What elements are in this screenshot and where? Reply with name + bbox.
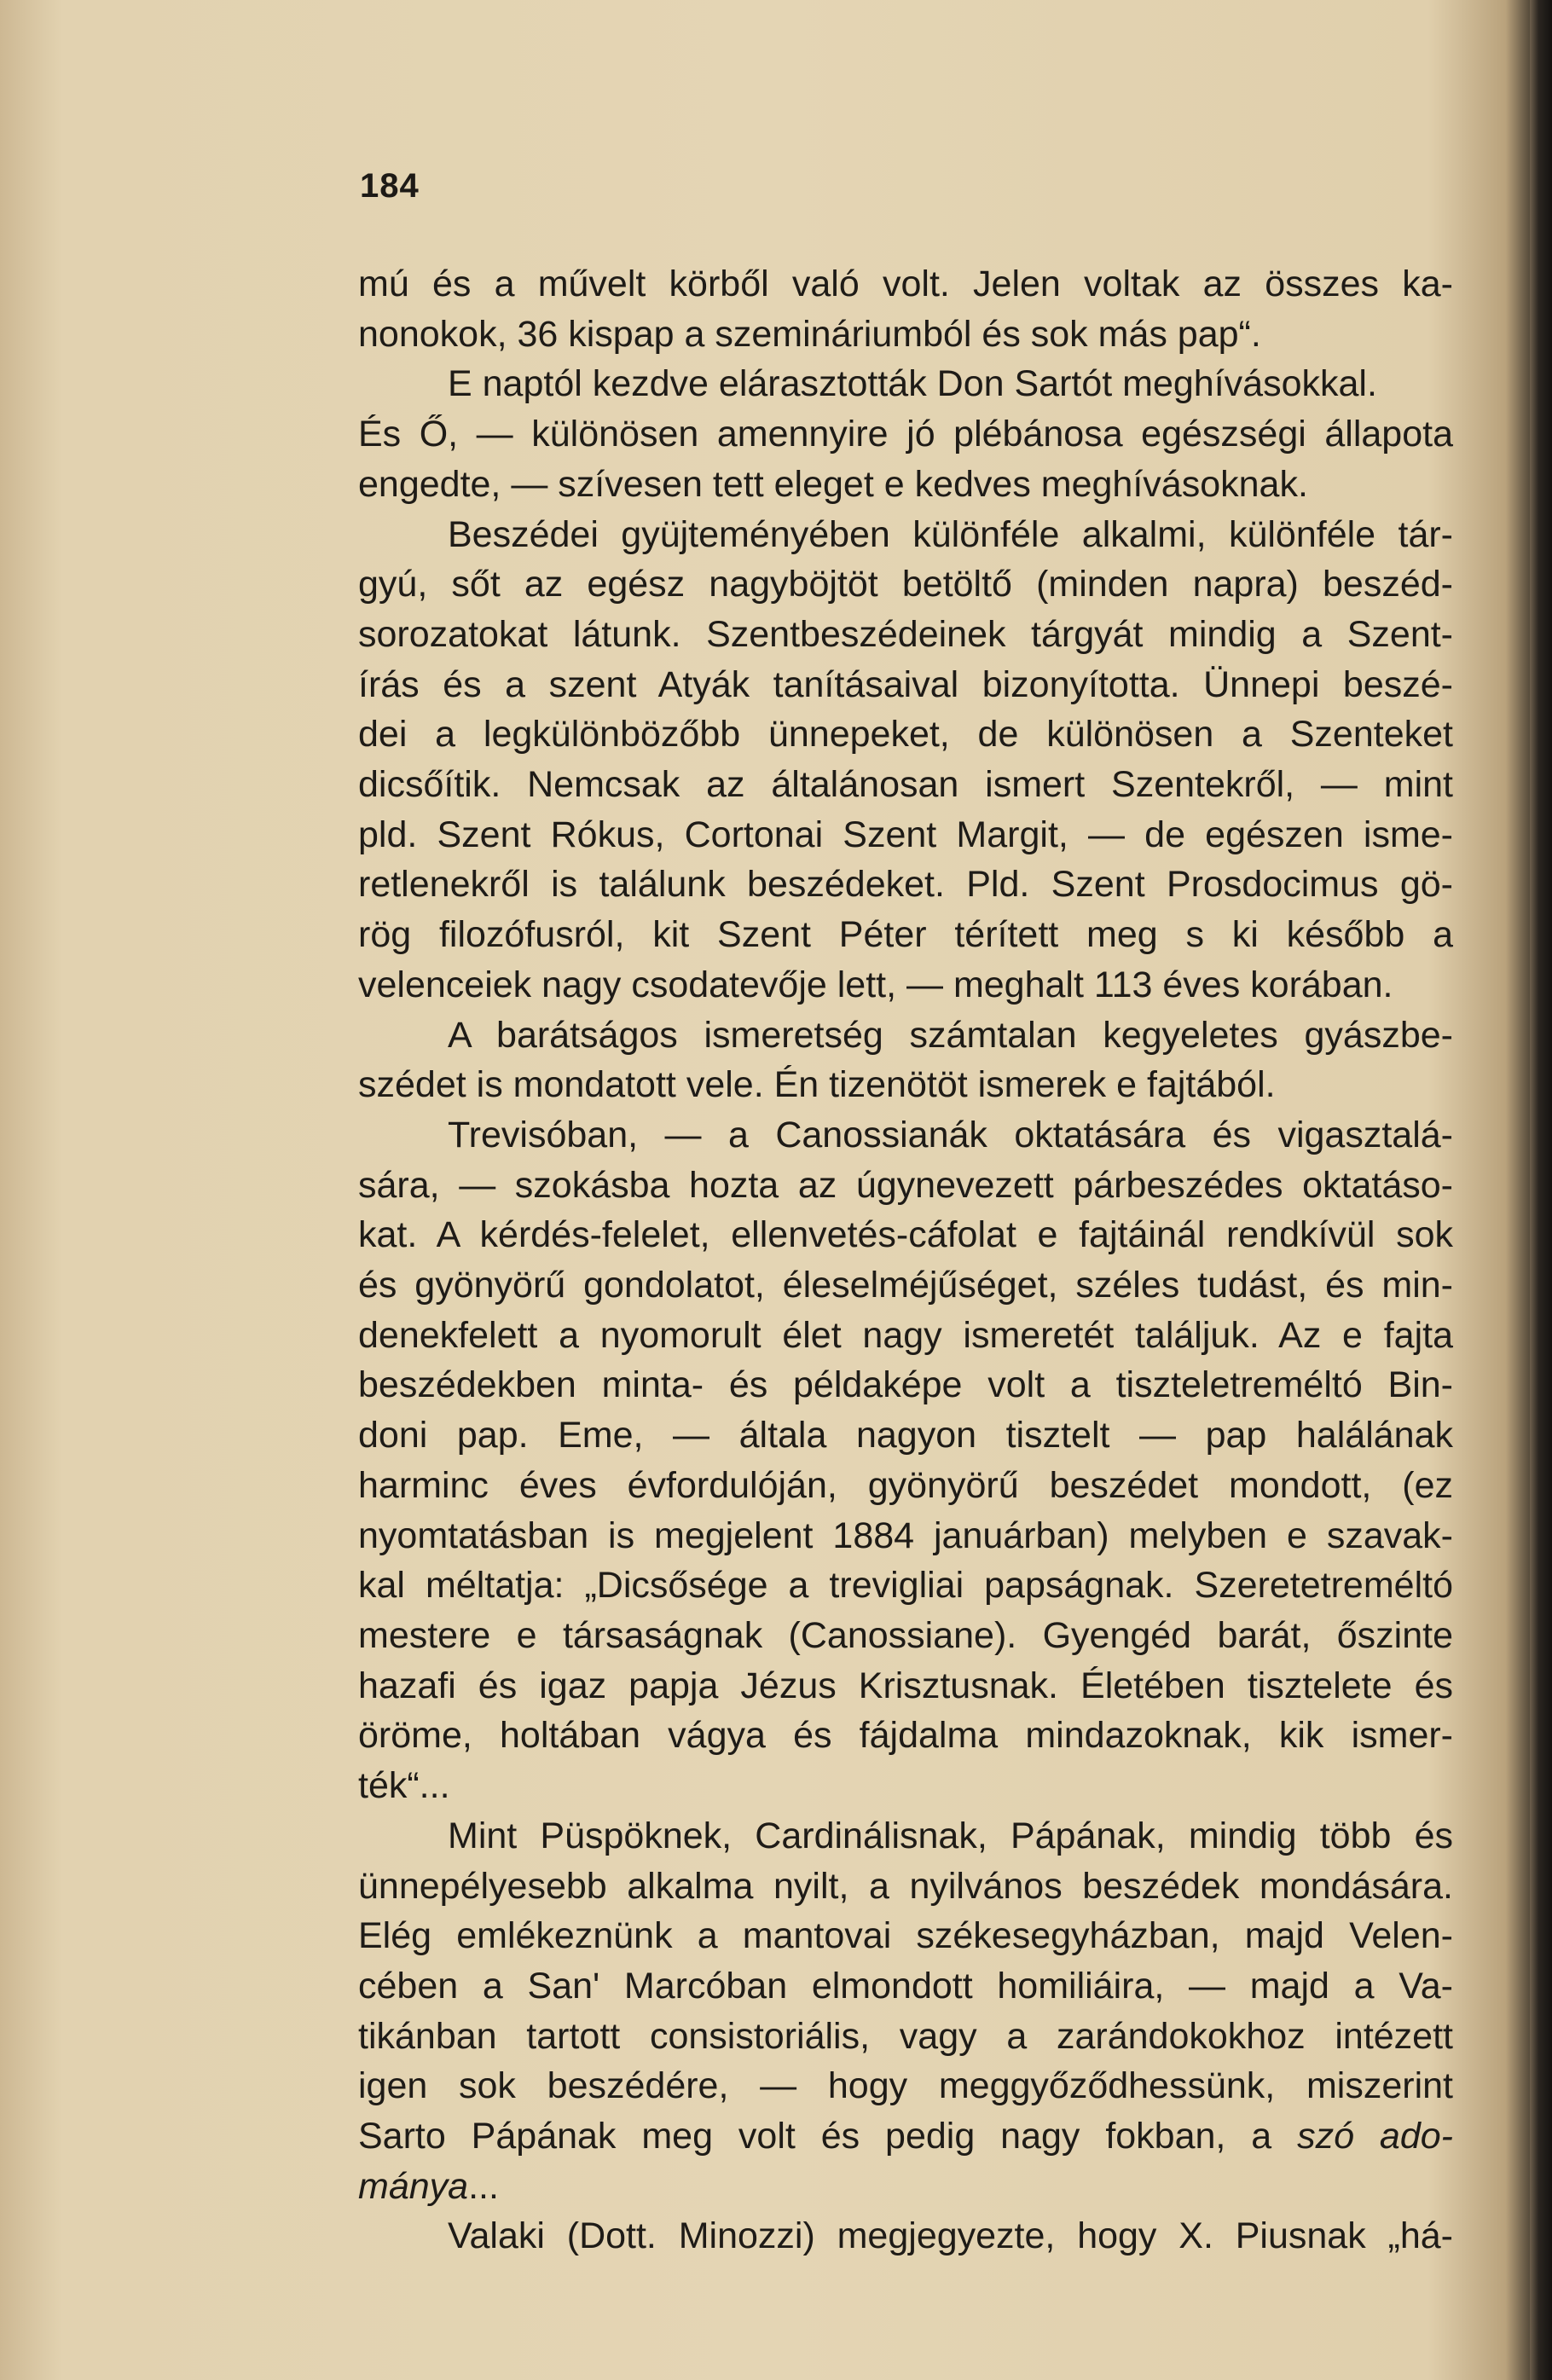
text-line: igen sok beszédére, — hogy meggyőződhessünk, miszerint: [358, 2065, 1453, 2107]
text-line: sorozatokat látunk. Szentbeszédeinek tárgyát mindig a Szent-: [358, 613, 1453, 655]
text-line: tikánban tartott consistoriális, vagy a zarándokokhoz intézett: [358, 2015, 1453, 2057]
text-line: kat. A kérdés-felelet, ellenvetés-cáfolat e fajtáinál rendkívül sok: [358, 1214, 1453, 1256]
paragraph: [358, 510, 1453, 1010]
text-line: dicsőítik. Nemcsak az általánosan ismert Szentekről, — mint: [358, 764, 1453, 806]
text-line: írás és a szent Atyák tanításaival bizonyította. Ünnepi beszé-: [358, 663, 1453, 705]
text-line: harminc éves évfordulóján, gyönyörű beszédet mondott, (ez: [358, 1464, 1453, 1506]
text-line: Trevisóban, — a Canossianák oktatására és vigasztalá-: [448, 1114, 1453, 1155]
paragraph: [358, 1811, 1453, 2212]
paragraph: [358, 2211, 1453, 2261]
text-line: és gyönyörű gondolatot, éleselméjűséget, széles tudást, és min-: [358, 1265, 1453, 1306]
text-line: denekfelett a nyomorult élet nagy ismeretét találjuk. Az e fajta: [358, 1314, 1453, 1356]
text-segment: ...: [468, 2165, 499, 2207]
paragraph: [358, 359, 1453, 509]
paragraph: [358, 1110, 1453, 1811]
text-line: Valaki (Dott. Minozzi) megjegyezte, hogy X. Piusnak „há-: [448, 2215, 1453, 2257]
text-line: ték“...: [358, 1765, 450, 1807]
text-line: engedte, — szívesen tett eleget e kedves meghívásoknak.: [358, 463, 1308, 505]
text-line: doni pap. Eme, — általa nagyon tisztelt — pap halálának: [358, 1415, 1453, 1456]
text-line: [358, 2111, 1453, 2162]
page-edge-shadow: [1530, 0, 1552, 2380]
body-text: [358, 259, 1453, 2261]
text-line: sára, — szokásba hozta az úgynevezett párbeszédes oktatáso-: [358, 1164, 1453, 1206]
text-line: ünnepélyesebb alkalma nyilt, a nyilvános beszédek mondására.: [358, 1865, 1453, 1907]
text-line: mestere e társaságnak (Canossiane). Gyengéd barát, őszinte: [358, 1614, 1453, 1656]
text-line: És Ő, — különösen amennyire jó plébánosa egészségi állapota: [358, 414, 1453, 455]
text-line: A barátságos ismeretség számtalan kegyeletes gyászbe-: [448, 1014, 1453, 1056]
text-line: retlenekről is találunk beszédeket. Pld. Szent Prosdocimus gö-: [358, 864, 1453, 906]
text-segment: Sarto Pápának meg volt és pedig nagy fokban, a: [358, 2116, 1298, 2157]
text-line: dei a legkülönbözőbb ünnepeket, de különösen a Szenteket: [358, 714, 1453, 756]
text-line: velenceiek nagy csodatevője lett, — meghalt 113 éves korában.: [358, 964, 1393, 1005]
paragraph: [358, 259, 1453, 359]
text-line: gyú, sőt az egész nagyböjtöt betöltő (minden napra) beszéd-: [358, 564, 1453, 605]
text-line: Beszédei gyüjteményében különféle alkalmi, különféle tár-: [448, 513, 1453, 555]
text-line: rög filozófusról, kit Szent Péter térített meg s ki később a: [358, 914, 1453, 956]
text-line: szédet is mondatott vele. Én tizenötöt ismerek e fajtából.: [358, 1064, 1276, 1106]
text-line: Mint Püspöknek, Cardinálisnak, Pápának, mindig több és: [448, 1815, 1453, 1856]
text-line: öröme, holtában vágya és fájdalma mindazoknak, kik ismer-: [358, 1715, 1453, 1757]
text-line: hazafi és igaz papja Jézus Krisztusnak. Életében tisztelete és: [358, 1665, 1453, 1706]
text-line: Elég emlékeznünk a mantovai székesegyházban, majd Velen-: [358, 1915, 1453, 1957]
text-line: [358, 2162, 1453, 2212]
text-segment-italic: mánya: [358, 2165, 469, 2207]
text-segment-italic: szó ado-: [1297, 2116, 1453, 2157]
text-line: nonokok, 36 kispap a szemináriumból és sok más pap“.: [358, 313, 1261, 355]
text-line: mú és a művelt körből való volt. Jelen voltak az összes ka-: [358, 263, 1453, 304]
text-line: cében a San' Marcóban elmondott homiliáira, — majd a Va-: [358, 1965, 1453, 2006]
page-number: 184: [360, 167, 420, 205]
text-line: kal méltatja: „Dicsősége a trevigliai papságnak. Szeretetreméltó: [358, 1565, 1453, 1607]
text-line: pld. Szent Rókus, Cortonai Szent Margit, — de egészen isme-: [358, 814, 1453, 855]
text-line: beszédekben minta- és példaképe volt a tiszteletreméltó Bin-: [358, 1364, 1453, 1406]
text-line: nyomtatásban is megjelent 1884 januárban) melyben e szavak-: [358, 1514, 1453, 1556]
text-line: E naptól kezdve elárasztották Don Sartót meghívásokkal.: [448, 363, 1377, 405]
paragraph: [358, 1010, 1453, 1110]
